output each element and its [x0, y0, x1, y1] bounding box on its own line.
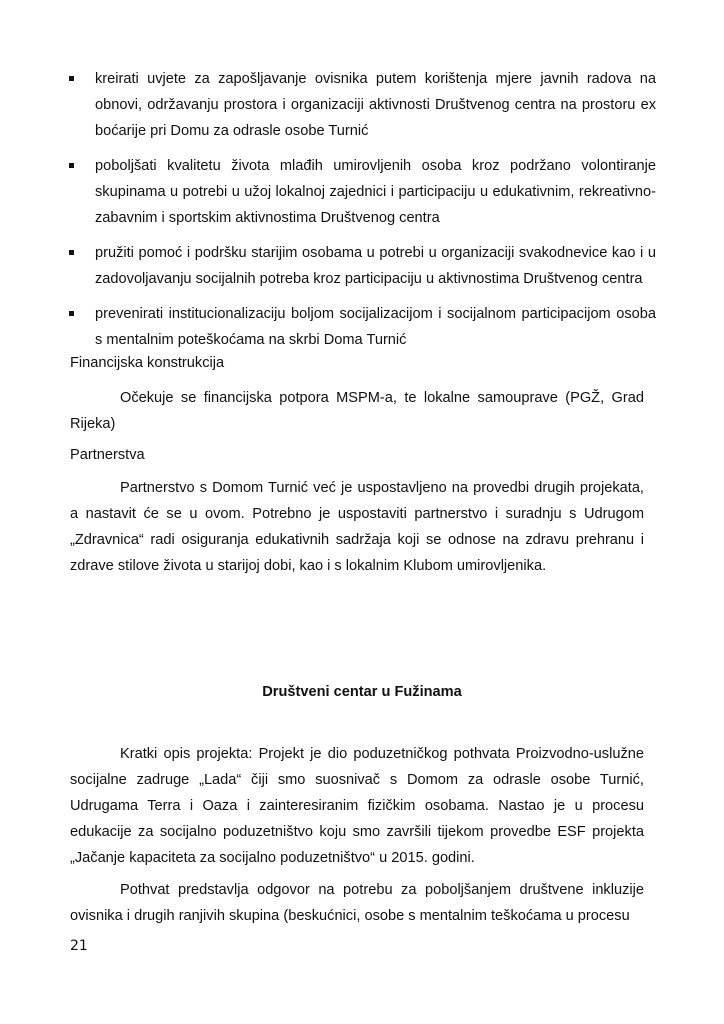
- page-number: 21: [70, 938, 88, 954]
- financing-text: Očekuje se financijska potpora MSPM-a, te lokalne samouprave (PGŽ, Grad Rijeka): [70, 390, 644, 432]
- square-bullet-icon: [69, 163, 74, 168]
- list-item: [66, 153, 656, 231]
- partners-text: Partnerstvo s Domom Turnić već je uspostavljeno na provedbi drugih projekata, a nastavit će se u ovom. Potrebno je uspostaviti partnerstvo i suradnju s Udrugom „Zdravnica“ radi osiguranja edukativnih sadržaja koji se odnose na zdravu prehranu i zdrave stilove života u starijoj dobi, kao i s lokalnim Klubom umirovljenika.: [70, 480, 644, 574]
- list-item: [66, 240, 656, 292]
- list-item: [66, 301, 656, 353]
- continuation-paragraph: Pothvat predstavlja odgovor na potrebu za poboljšanjem društvene inkluzije ovisnika i drugih ranjivih skupina (beskućnici, osobe s mentalnim teškoćama u procesu: [70, 882, 644, 924]
- section-heading: Društveni centar u Fužinama: [262, 684, 462, 700]
- financing-label: Financijska konstrukcija: [70, 355, 225, 371]
- partners-label: Partnerstva: [70, 447, 145, 463]
- square-bullet-icon: [69, 311, 74, 316]
- square-bullet-icon: [69, 250, 74, 255]
- square-bullet-icon: [69, 76, 74, 81]
- list-item: [66, 66, 656, 144]
- bullet-text: kreirati uvjete za zapošljavanje ovisnika putem korištenja mjere javnih radova na obnovi, održavanju prostora i organizaciji aktivnosti Društvenog centra na prostoru ex boćarije pri Domu za odrasle osobe Turnić: [95, 71, 656, 139]
- project-description: Kratki opis projekta: Projekt je dio poduzetničkog pothvata Proizvodno-uslužne socijalne zadruge „Lada“ čiji smo suosnivač s Domom za odrasle osobe Turnić, Udrugama Terra i Oaza i zainteresiranim fizičkim osobama. Nastao je u procesu edukacije za socijalno poduzetništvo koju smo završili tijekom provedbe ESF projekta „Jačanje kapaciteta za socijalno poduzetništvo“ u 2015. godini.: [70, 746, 644, 866]
- bullet-text: prevenirati institucionalizaciju boljom socijalizacijom i socijalnom participacijom osoba s mentalnim poteškoćama na skrbi Doma Turnić: [95, 306, 656, 348]
- goals-bullet-list: [66, 66, 656, 362]
- bullet-text: poboljšati kvalitetu života mlađih umirovljenih osoba kroz podržano volontiranje skupinama u potrebi u užoj lokalnoj zajednici i participaciju u edukativnim, rekreativno-zabavnim i sportskim aktivnostima Društvenog centra: [95, 158, 656, 226]
- bullet-text: pružiti pomoć i podršku starijim osobama u potrebi u organizaciji svakodnevice kao i u zadovoljavanju socijalnih potreba kroz participaciju u aktivnostima Društvenog centra: [95, 245, 656, 287]
